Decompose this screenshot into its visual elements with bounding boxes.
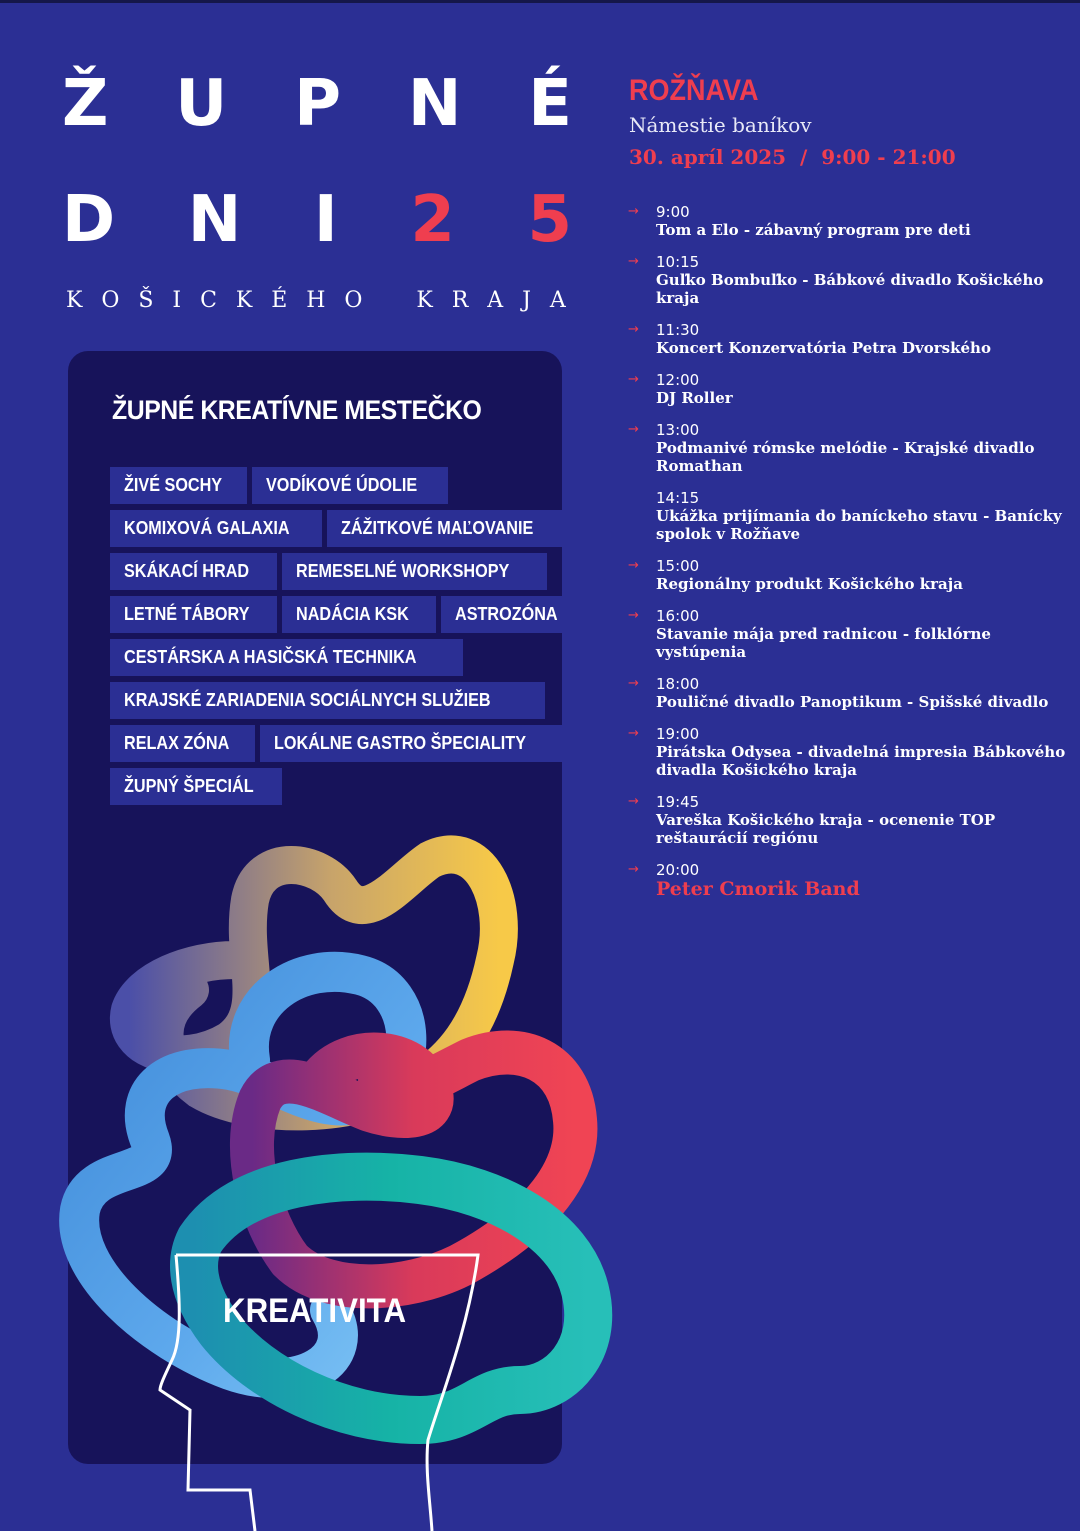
activity-tag-label: ASTROZÓNA xyxy=(454,604,558,624)
logo-letter: N xyxy=(407,67,462,141)
subtitle-letter: Š xyxy=(138,288,154,313)
schedule-time: 12:00 xyxy=(656,371,700,389)
arrow-right-icon: → xyxy=(628,422,639,437)
logo-letter: N xyxy=(187,183,242,257)
activity-tag-label: ŽIVÉ SOCHY xyxy=(124,475,223,495)
schedule-entry xyxy=(628,557,1068,593)
activity-tag xyxy=(282,596,435,633)
activity-tag xyxy=(260,725,562,762)
activity-tag xyxy=(110,725,255,762)
arrow-right-icon: → xyxy=(628,322,639,337)
schedule-title: Vareška Košického kraja - ocenenie TOP reštaurácií regiónu xyxy=(656,811,996,847)
tag-row xyxy=(110,768,550,805)
tag-row xyxy=(110,467,550,504)
subtitle-gap xyxy=(381,290,397,312)
subtitle-letter: R xyxy=(451,288,469,313)
schedule-time: 19:00 xyxy=(656,725,700,743)
schedule-entry xyxy=(628,421,1068,475)
subtitle-letter: A xyxy=(549,288,566,313)
tag-list xyxy=(110,467,558,811)
schedule-entry xyxy=(628,321,1068,357)
activity-tag-label: NADÁCIA KSK xyxy=(296,604,410,624)
activity-tag-label: KRAJSKÉ ZARIADENIA SOCIÁLNYCH SLUŽIEB xyxy=(124,690,491,710)
event-place: Námestie baníkov xyxy=(629,113,812,137)
schedule-time: 19:45 xyxy=(656,793,700,811)
logo-letter: P xyxy=(294,67,341,141)
tag-row xyxy=(110,553,550,590)
tag-row xyxy=(110,682,550,719)
panel-title: ŽUPNÉ KREATÍVNE MESTEČKO xyxy=(112,395,482,425)
subtitle-letter: O xyxy=(101,288,120,313)
activity-tag xyxy=(110,768,282,805)
logo-digit: 2 xyxy=(410,183,455,257)
schedule-entry xyxy=(628,371,1068,407)
schedule-entry xyxy=(628,675,1068,711)
activity-tag xyxy=(282,553,547,590)
arrow-right-icon: → xyxy=(628,794,639,809)
schedule-title: Ukážka prijímania do baníckeho stavu - Banícky spolok v Rožňave xyxy=(656,507,1062,543)
schedule-entry xyxy=(628,793,1068,847)
logo-letter: U xyxy=(175,67,228,141)
activity-tag xyxy=(110,596,277,633)
tag-row xyxy=(110,725,550,762)
activity-tag-label: RELAX ZÓNA xyxy=(124,733,230,753)
schedule-time: 14:15 xyxy=(656,489,700,507)
activity-tag-label: CESTÁRSKA A HASIČSKÁ TECHNIKA xyxy=(124,647,417,667)
schedule-time: 18:00 xyxy=(656,675,700,693)
activity-tag-label: LOKÁLNE GASTRO ŠPECIALITY xyxy=(274,733,527,753)
logo-digit: 5 xyxy=(527,183,572,257)
subtitle-letter: O xyxy=(344,288,363,313)
schedule-title: Pirátska Odysea - divadelná impresia Bábkového divadla Košického kraja xyxy=(656,743,1066,779)
activity-tag xyxy=(110,553,277,590)
activity-tag xyxy=(110,510,322,547)
logo-row-dni25 xyxy=(62,183,572,257)
event-city: ROŽŇAVA xyxy=(629,74,759,107)
schedule-title: Stavanie mája pred radnicou - folklórne vystúpenia xyxy=(656,625,991,661)
logo-letter: D xyxy=(62,183,116,257)
subtitle-letter: J xyxy=(522,288,531,313)
schedule-entry xyxy=(628,725,1068,779)
schedule-entry xyxy=(628,607,1068,661)
event-datetime: 30. apríl 2025 / 9:00 - 21:00 xyxy=(629,145,956,169)
activity-tag xyxy=(252,467,448,504)
tag-row xyxy=(110,596,558,633)
subtitle-letter: K xyxy=(416,288,433,313)
logo-row-zupne xyxy=(62,67,572,141)
schedule-entry xyxy=(628,861,1068,899)
schedule-entry xyxy=(628,203,1068,239)
arrow-right-icon: → xyxy=(628,608,639,623)
logo-letter: Ž xyxy=(62,67,109,141)
logo-subtitle xyxy=(66,290,566,312)
arrow-right-icon: → xyxy=(628,676,639,691)
activity-tag-label: LETNÉ TÁBORY xyxy=(124,604,250,624)
schedule-time: 9:00 xyxy=(656,203,690,221)
activity-tag xyxy=(110,467,247,504)
schedule-title: Koncert Konzervatória Petra Dvorského xyxy=(656,339,991,357)
subtitle-letter: H xyxy=(306,288,326,313)
top-border xyxy=(0,0,1080,3)
activity-tag-label: SKÁKACÍ HRAD xyxy=(124,561,250,581)
logo-letter: É xyxy=(528,67,572,141)
arrow-right-icon: → xyxy=(628,372,639,387)
activity-tag xyxy=(110,682,545,719)
schedule-time: 11:30 xyxy=(656,321,700,339)
activity-tag xyxy=(110,639,463,676)
kreativita-label: KREATIVITA xyxy=(223,1292,407,1330)
arrow-right-icon: → xyxy=(628,726,639,741)
activity-tag-label: KOMIXOVÁ GALAXIA xyxy=(124,518,290,538)
schedule-time: 10:15 xyxy=(656,253,700,271)
schedule-time: 15:00 xyxy=(656,557,700,575)
subtitle-letter: I xyxy=(172,288,182,313)
subtitle-letter: A xyxy=(487,288,504,313)
schedule-title: Regionálny produkt Košického kraja xyxy=(656,575,963,593)
schedule-title: Pouličné divadlo Panoptikum - Spišské divadlo xyxy=(656,693,1049,711)
schedule-entry xyxy=(628,489,1068,543)
arrow-right-icon: → xyxy=(628,204,639,219)
tag-row xyxy=(110,639,550,676)
subtitle-letter: É xyxy=(271,288,288,313)
activity-tag xyxy=(441,596,562,633)
schedule-title: Tom a Elo - zábavný program pre deti xyxy=(656,221,971,239)
schedule-time: 20:00 xyxy=(656,861,700,879)
arrow-right-icon: → xyxy=(628,558,639,573)
activity-tag-label: ŽUPNÝ ŠPECIÁL xyxy=(124,776,254,796)
program-schedule xyxy=(628,203,1068,913)
schedule-time: 16:00 xyxy=(656,607,700,625)
schedule-entry xyxy=(628,253,1068,307)
schedule-time: 13:00 xyxy=(656,421,700,439)
activity-tag-label: ZÁŽITKOVÉ MAĽOVANIE xyxy=(341,518,534,538)
tag-row xyxy=(110,510,550,547)
schedule-title: Peter Cmorik Band xyxy=(656,878,860,900)
arrow-right-icon: → xyxy=(628,254,639,269)
logo-letter: I xyxy=(313,183,338,257)
activity-tag xyxy=(327,510,562,547)
schedule-title: Podmanivé rómske melódie - Krajské divadlo Romathan xyxy=(656,439,1035,475)
subtitle-letter: K xyxy=(66,288,83,313)
subtitle-letter: C xyxy=(200,288,217,313)
schedule-title: DJ Roller xyxy=(656,389,733,407)
activity-tag-label: REMESELNÉ WORKSHOPY xyxy=(296,561,510,581)
schedule-title: Guľko Bombuľko - Bábkové divadlo Košického kraja xyxy=(656,271,1044,307)
subtitle-letter: K xyxy=(235,288,253,313)
arrow-right-icon: → xyxy=(628,862,639,877)
activity-tag-label: VODÍKOVÉ ÚDOLIE xyxy=(266,475,418,495)
